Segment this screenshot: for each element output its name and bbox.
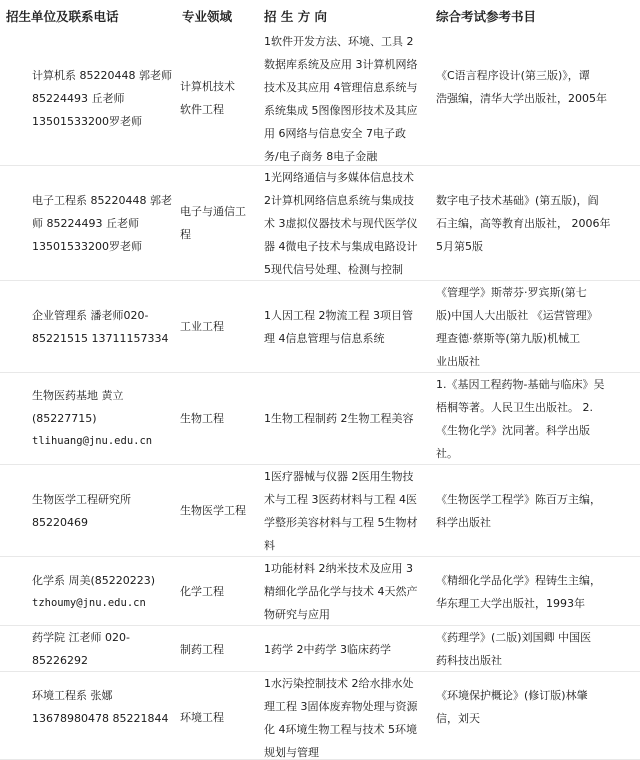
unit-line: 生物医药基地 黄立 xyxy=(32,389,124,402)
direction-line: 1光网络通信与多媒体信息技术 xyxy=(264,171,414,184)
books-line: 《C语言程序设计(第三版)》，谭 xyxy=(436,69,590,82)
unit-cell xyxy=(32,304,178,350)
unit-line: 85226292 xyxy=(32,654,88,667)
books-line: 社。 xyxy=(436,447,458,460)
unit-cell xyxy=(32,626,178,672)
books-cell xyxy=(436,189,636,258)
unit-cell xyxy=(32,488,178,534)
field-cell xyxy=(180,499,262,522)
direction-line: 系统集成 5图像图形技术及其应 xyxy=(264,104,418,117)
unit-line: 药学院 江老师 020- xyxy=(32,631,130,644)
direction-cell xyxy=(264,407,436,430)
books-line: 科学出版社 xyxy=(436,516,491,529)
books-line: 药科技出版社 xyxy=(436,654,502,667)
books-line: 浩强编，清华大学出版社，2005年 xyxy=(436,92,607,105)
direction-cell xyxy=(264,304,436,350)
direction-cell xyxy=(264,638,436,661)
header-field: 专业领域 xyxy=(182,9,233,24)
field-line: 环境工程 xyxy=(180,711,224,724)
field-line: 化学工程 xyxy=(180,585,224,598)
direction-line: 务/电子商务 8电子金融 xyxy=(264,150,378,163)
books-cell xyxy=(436,684,636,730)
direction-line: 用 6网络与信息安全 7电子政 xyxy=(264,127,406,140)
field-cell xyxy=(180,638,262,661)
direction-line: 1生物工程制药 2生物工程美容 xyxy=(264,412,414,425)
unit-line: 85221515 13711157334 xyxy=(32,332,169,345)
field-cell xyxy=(180,580,262,603)
field-cell xyxy=(180,315,262,338)
header-direction: 招 生 方 向 xyxy=(264,9,328,24)
unit-line: 13501533200罗老师 xyxy=(32,240,142,253)
unit-line: 电子工程系 85220448 郭老 xyxy=(32,194,172,207)
field-cell xyxy=(180,706,262,729)
direction-line: 规划与管理 xyxy=(264,746,319,759)
direction-line: 理 4信息管理与信息系统 xyxy=(264,332,385,345)
field-cell xyxy=(180,200,262,246)
direction-line: 2计算机网络信息系统与集成技 xyxy=(264,194,414,207)
direction-cell xyxy=(264,465,436,557)
unit-line: 生物医学工程研究所 xyxy=(32,493,131,506)
books-line: 《精细化学品化学》程铸生主编， xyxy=(436,574,601,587)
direction-cell xyxy=(264,557,436,626)
direction-cell xyxy=(264,166,436,281)
direction-line: 1人因工程 2物流工程 3项目管 xyxy=(264,309,413,322)
direction-line: 技术及其应用 4管理信息系统与 xyxy=(264,81,418,94)
direction-line: 术与工程 3医药材料与工程 4医 xyxy=(264,493,417,506)
books-cell xyxy=(436,569,636,615)
unit-line: 13678980478 85221844 xyxy=(32,712,169,725)
books-line: 信，刘天 xyxy=(436,712,480,725)
unit-line: 环境工程系 张娜 xyxy=(32,689,113,702)
books-cell xyxy=(436,373,636,465)
direction-line: 5现代信号处理、检测与控制 xyxy=(264,263,403,276)
direction-line: 1医疗器械与仪器 2医用生物技 xyxy=(264,470,414,483)
books-line: 《药理学》(二版)刘国卿 中国医 xyxy=(436,631,592,644)
field-cell xyxy=(180,75,262,121)
books-cell xyxy=(436,64,636,110)
books-line: 数字电子技术基础》(第五版)，阎 xyxy=(436,194,599,207)
direction-line: 化 4环境生物工程与技术 5环境 xyxy=(264,723,417,736)
books-line: 1.《基因工程药物-基础与临床》吴 xyxy=(436,378,605,391)
direction-line: 器 4微电子技术与集成电路设计 xyxy=(264,240,418,253)
direction-line: 1水污染控制技术 2给水排水处 xyxy=(264,677,414,690)
books-line: 版)中国人大出版社 《运营管理》 xyxy=(436,309,598,322)
unit-cell xyxy=(32,384,178,453)
unit-line: tzhoumy@jnu.edu.cn xyxy=(32,597,146,609)
direction-line: 学整形美容材料与工程 5生物材 xyxy=(264,516,418,529)
unit-cell xyxy=(32,569,178,615)
direction-line: 1药学 2中药学 3临床药学 xyxy=(264,643,391,656)
direction-line: 1软件开发方法、环境、工具 2 xyxy=(264,35,414,48)
books-line: 梧桐等著。人民卫生出版社。 2. xyxy=(436,401,593,414)
direction-line: 数据库系统及应用 3计算机网络 xyxy=(264,58,418,71)
unit-line: 企业管理系 潘老师020- xyxy=(32,309,149,322)
field-line: 计算机技术 xyxy=(180,80,235,93)
unit-cell xyxy=(32,189,178,258)
field-line: 工业工程 xyxy=(180,320,224,333)
books-line: 《生物化学》沈同著。科学出版 xyxy=(436,424,590,437)
books-line: 5月第5版 xyxy=(436,240,483,253)
unit-line: 85220469 xyxy=(32,516,88,529)
direction-line: 物研究与应用 xyxy=(264,608,330,621)
books-cell xyxy=(436,281,636,373)
direction-line: 1功能材料 2纳米技术及应用 3 xyxy=(264,562,413,575)
unit-line: 85224493 丘老师 xyxy=(32,92,125,105)
unit-line: (85227715) xyxy=(32,412,97,425)
field-line: 电子与通信工 xyxy=(180,205,246,218)
books-line: 业出版社 xyxy=(436,355,480,368)
field-line: 软件工程 xyxy=(180,103,224,116)
books-cell xyxy=(436,488,636,534)
books-line: 《生物医学工程学》陈百万主编， xyxy=(436,493,601,506)
header-books: 综合考试参考书目 xyxy=(436,9,537,24)
books-line: 理查德·蔡斯等(第九版)机械工 xyxy=(436,332,581,345)
direction-line: 精细化学品化学与技术 4天然产 xyxy=(264,585,418,598)
books-line: 石主编，高等教育出版社， 2006年 xyxy=(436,217,611,230)
field-line: 制药工程 xyxy=(180,643,224,656)
books-cell xyxy=(436,626,636,672)
unit-cell xyxy=(32,64,178,133)
direction-line: 理工程 3固体废弃物处理与资源 xyxy=(264,700,418,713)
unit-line: 13501533200罗老师 xyxy=(32,115,142,128)
header-unit: 招生单位及联系电话 xyxy=(6,9,119,24)
field-line: 生物工程 xyxy=(180,412,224,425)
field-cell xyxy=(180,407,262,430)
direction-cell xyxy=(264,672,436,760)
unit-line: 师 85224493 丘老师 xyxy=(32,217,139,230)
field-line: 程 xyxy=(180,228,191,241)
books-line: 华东理工大学出版社，1993年 xyxy=(436,597,585,610)
direction-cell xyxy=(264,30,436,168)
direction-line: 料 xyxy=(264,539,275,552)
direction-line: 术 3虚拟仪器技术与现代医学仪 xyxy=(264,217,418,230)
field-line: 生物医学工程 xyxy=(180,504,246,517)
unit-cell xyxy=(32,684,178,730)
unit-line: 化学系 周美(85220223) xyxy=(32,574,156,587)
unit-line: tlihuang@jnu.edu.cn xyxy=(32,435,153,447)
books-line: 《管理学》斯蒂芬·罗宾斯(第七 xyxy=(436,286,587,299)
unit-line: 计算机系 85220448 郭老师 xyxy=(32,69,172,82)
books-line: 《环境保护概论》(修订版)林肇 xyxy=(436,689,588,702)
